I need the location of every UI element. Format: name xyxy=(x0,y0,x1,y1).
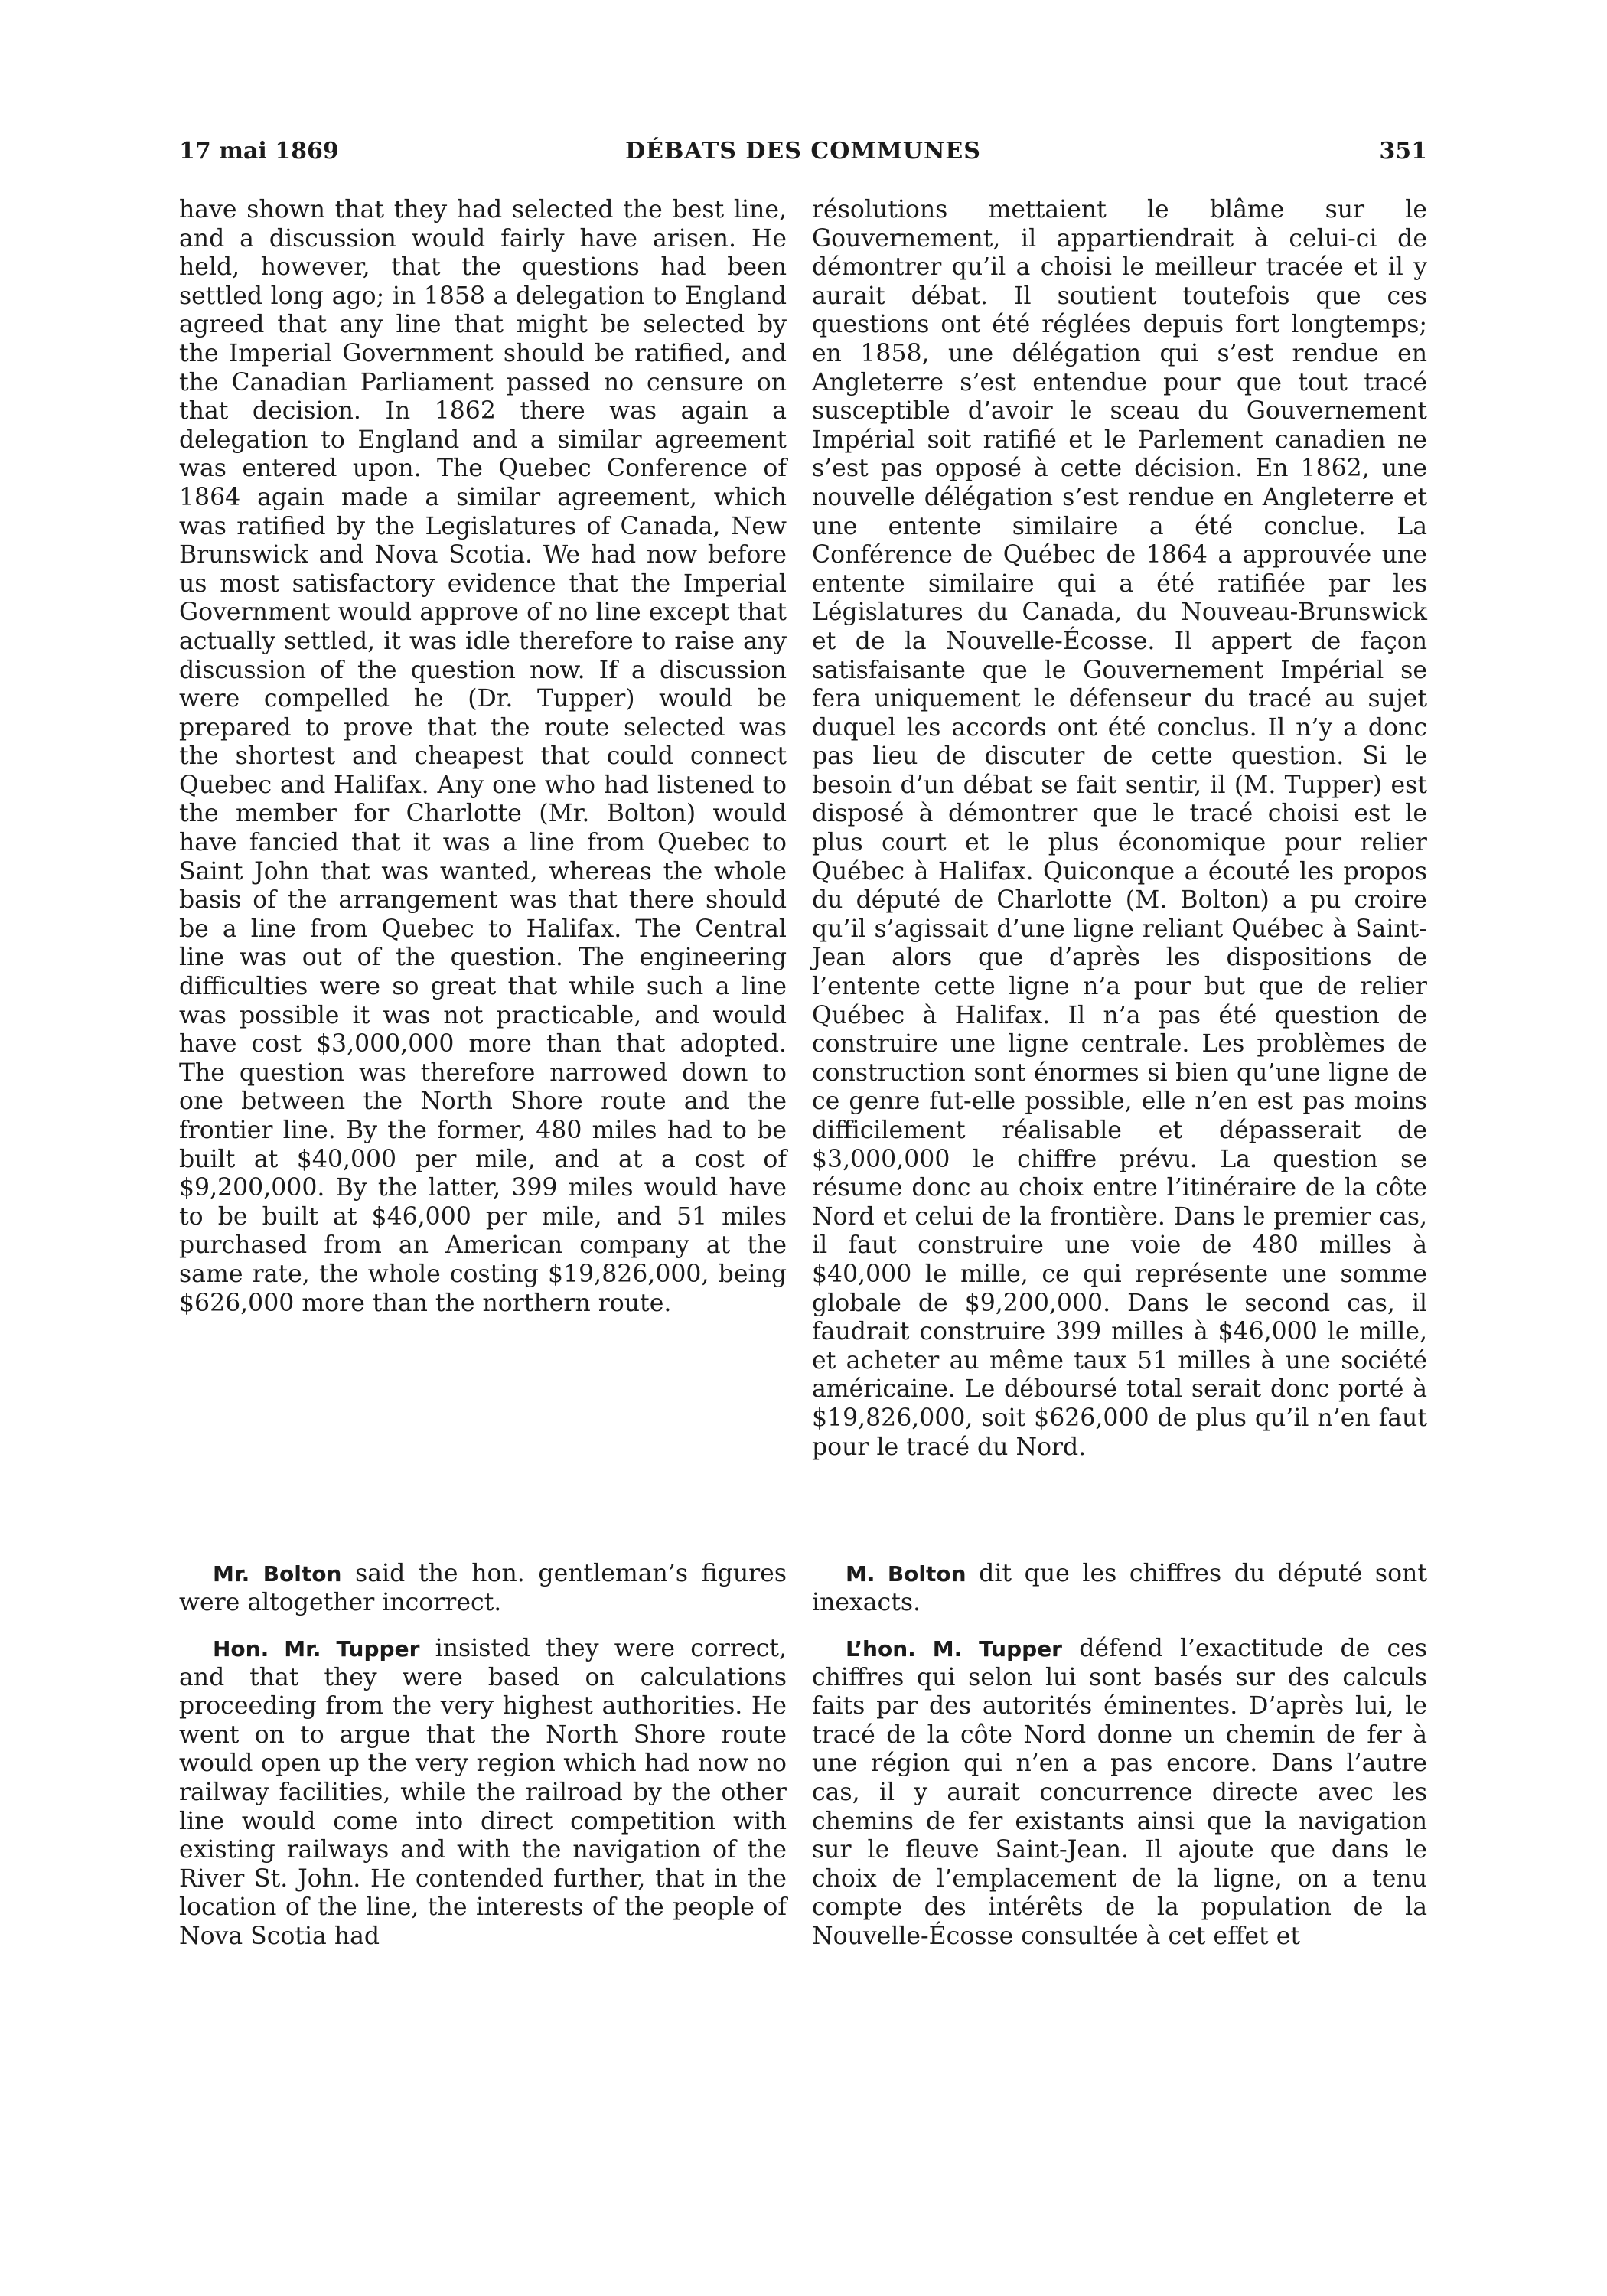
english-speech-tupper xyxy=(179,1635,787,1952)
speech-text: dit que les chiffres du député sont inexacts. xyxy=(812,1560,1428,1616)
speaker-name: Hon. Mr. Tupper xyxy=(213,1636,420,1662)
english-speech-bolton xyxy=(179,1560,787,1617)
speech-text: insisted they were correct, and that they were based on calculations proceeding from the very highest authorities. He went on to argue that the North Shore route would open up the very region which had now no railway facilities, while the railroad by the other line would come into direct competition with existing railways and with the navigation of the River St. John. He contended further, that in the location of the line, the interests of the people of Nova Scotia had xyxy=(179,1635,787,1950)
speaker-name: L’hon. M. Tupper xyxy=(846,1636,1062,1662)
french-column xyxy=(812,196,1427,1462)
header-title: DÉBATS DES COMMUNES xyxy=(625,138,981,165)
french-body-paragraph: résolutions mettaient le blâme sur le Gouvernement, il appartiendrait à celui-ci de démontrer qu’il a choisi le meilleur tracée et il y aurait débat. Il soutient toutefois que ces questions ont été réglées depuis fort longtemps; en 1858, une délégation qui s’est rendue en Angleterre s’est entendue pour que tout tracé susceptible d’avoir le sceau du Gouvernement Impérial soit ratifié et le Parlement canadien ne s’est pas opposé à cette décision. En 1862, une nouvelle délégation s’est rendue en Angleterre et une entente similaire a été conclue. La Conférence de Québec de 1864 a approuvée une entente similaire qui a été ratifiée par les Législatures du Canada, du Nouveau-Brunswick et de la Nouvelle-Écosse. Il appert de façon satisfaisante que le Gouvernement Impérial se fera uniquement le défenseur du tracé au sujet duquel les accords ont été conclus. Il n’y a donc pas lieu de discuter de cette question. Si le besoin d’un débat se fait sentir, il (M. Tupper) est disposé à démontrer que le tracé choisi est le plus court et le plus économique pour relier Québec à Halifax. Quiconque a écouté les propos du député de Charlotte (M. Bolton) a pu croire qu’il s’agissait d’une ligne reliant Québec à Saint-Jean alors que d’après les dispositions de l’entente cette ligne n’a pour but que de relier Québec à Halifax. Il n’a pas été question de construire une ligne centrale. Les problèmes de construction sont énormes si bien qu’une ligne de ce genre fut-elle possible, elle n’en est pas moins difficilement réalisable et dépasserait de $3,000,000 le chiffre prévu. La question se résume donc au choix entre l’itinéraire de la côte Nord et celui de la frontière. Dans le premier cas, il faut construire une voie de 480 milles à $40,000 le mille, ce qui représente une somme globale de $9,200,000. Dans le second cas, il faudrait construire 399 milles à $46,000 le mille, et acheter au même taux 51 milles à une société américaine. Le déboursé total serait donc porté à $19,826,000, soit $626,000 de plus qu’il n’en faut pour le tracé du Nord. xyxy=(812,196,1427,1461)
speech-text: défend l’exactitude de ces chiffres qui selon lui sont basés sur des calculs faits par des autorités éminentes. D’après lui, le tracé de la côte Nord donne un chemin de fer à une région qui n’en a pas encore. Dans l’autre cas, il y aurait concurrence directe avec les chemins de fer existants ainsi que la navigation sur le fleuve Saint-Jean. Il ajoute que dans le choix de l’emplacement de la ligne, on a tenu compte des intérêts de la population de la Nouvelle-Écosse consultée à cet effet et xyxy=(812,1635,1428,1950)
french-speech-tupper xyxy=(812,1635,1427,1952)
speaker-name: Mr. Bolton xyxy=(213,1561,342,1587)
english-column xyxy=(179,196,787,1318)
speech-text: said the hon. gentleman’s figures were altogether incorrect. xyxy=(179,1560,787,1616)
page-number: 351 xyxy=(1379,138,1427,165)
page-header xyxy=(179,132,1427,178)
english-body-paragraph: have shown that they had selected the best line, and a discussion would fairly have arisen. He held, however, that the questions had been settled long ago; in 1858 a delegation to England agreed that any line that might be selected by the Imperial Government should be ratified, and the Canadian Parliament passed no censure on that decision. In 1862 there was again a delegation to England and a similar agreement was entered upon. The Quebec Conference of 1864 again made a similar agreement, which was ratified by the Legislatures of Canada, New Brunswick and Nova Scotia. We had now before us most satisfactory evidence that the Imperial Government would approve of no line except that actually settled, it was idle therefore to raise any discussion of the question now. If a discussion were compelled he (Dr. Tupper) would be prepared to prove that the route selected was the shortest and cheapest that could connect Quebec and Halifax. Any one who had listened to the member for Charlotte (Mr. Bolton) would have fancied that it was a line from Quebec to Saint John that was wanted, whereas the whole basis of the arrangement was that there should be a line from Quebec to Halifax. The Central line was out of the question. The engineering difficulties were so great that while such a line was possible it was not practicable, and would have cost $3,000,000 more than that adopted. The question was therefore narrowed down to one between the North Shore route and the frontier line. By the former, 480 miles had to be built at $40,000 per mile, and at a cost of $9,200,000. By the latter, 399 miles would have to be built at $46,000 per mile, and 51 miles purchased from an American company at the same rate, the whole costing $19,826,000, being $626,000 more than the northern route. xyxy=(179,196,787,1317)
header-date: 17 mai 1869 xyxy=(179,138,339,165)
speaker-name: M. Bolton xyxy=(846,1561,966,1587)
french-speech-bolton xyxy=(812,1560,1427,1617)
